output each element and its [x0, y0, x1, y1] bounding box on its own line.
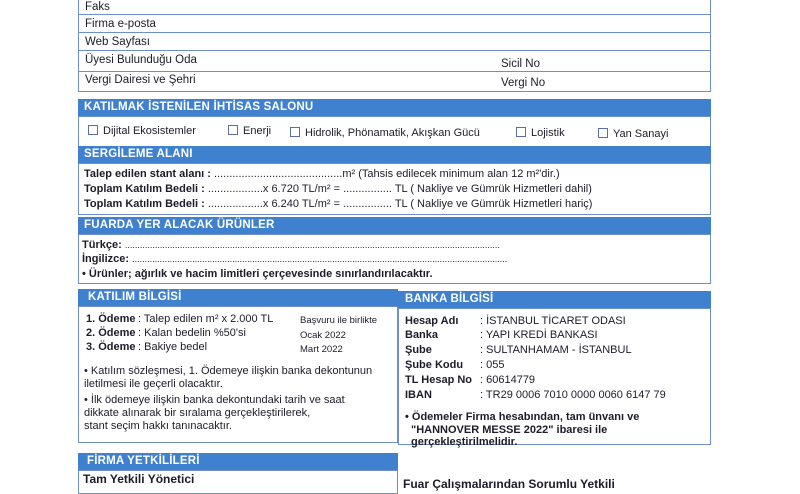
payment-1-label: 1. Ödeme	[86, 313, 136, 325]
checkbox-icon[interactable]	[598, 128, 608, 138]
stand-area-line[interactable]: Talep edilen stant alanı : ..........................................m² (Tahsis edilecek minimum alan 12 m²'dir.)	[84, 168, 560, 180]
fax-label: Faks	[85, 1, 110, 13]
checkbox-icon[interactable]	[290, 127, 300, 137]
tax-number-label: Vergi No	[501, 77, 546, 89]
bank-header: BANKA BİLGİSİ	[398, 291, 711, 308]
email-label: Firma e-posta	[85, 18, 156, 30]
bank-branch-label: Şube	[405, 344, 432, 356]
hall-option-hydraulic[interactable]: Hidrolik, Phönamatik, Akışkan Gücü	[290, 127, 480, 140]
bank-branch-code-value: : 055	[480, 359, 505, 371]
bank-branch-value: : SULTANHAMAM - İSTANBUL	[480, 344, 632, 356]
contact-row-web[interactable]	[78, 33, 711, 51]
hall-option-supply[interactable]: Yan Sanayi	[598, 128, 668, 141]
products-note: • Ürünler; ağırlık ve hacim limitleri çerçevesinde sınırlandırılacaktır.	[82, 268, 433, 280]
area-header: SERGİLEME ALANI	[78, 146, 711, 163]
payment-3-label: 3. Ödeme	[86, 341, 136, 353]
contact-row-fax[interactable]	[78, 0, 711, 15]
hall-option-logistics[interactable]: Lojistik	[516, 127, 565, 140]
contact-row-email[interactable]	[78, 15, 711, 33]
payment-2-desc: : Kalan bedelin %50'si	[138, 327, 246, 339]
contact-row-tax[interactable]	[78, 72, 711, 92]
bank-name-value: : YAPI KREDİ BANKASI	[480, 329, 598, 341]
payment-2-when: Ocak 2022	[300, 330, 346, 341]
web-label: Web Sayfası	[85, 36, 150, 48]
halls-header: KATILMAK İSTENİLEN İHTİSAS SALONU	[78, 99, 711, 116]
checkbox-icon[interactable]	[228, 125, 238, 135]
products-turkish-line[interactable]: Türkçe: ......................................................................................................................................................	[82, 239, 500, 251]
participation-note-2c: stant seçim hakkı tanınacaktır.	[84, 420, 232, 432]
payment-1-when: Başvuru ile birlikte	[300, 315, 378, 326]
bank-note-1: • Ödemeler Firma hesabından, tam ünvanı ve	[405, 411, 640, 423]
registry-label: Sicil No	[501, 58, 540, 70]
participation-note-1a: • Katılım sözleşmesi, 1. Ödemeye ilişkin banka dekontunun	[84, 365, 373, 377]
products-english-line[interactable]: İngilizce: ......................................................................................................................................................	[82, 253, 508, 265]
bank-iban-label: IBAN	[405, 389, 432, 401]
bank-iban-value: : TR29 0006 7010 0000 0060 6147 79	[480, 389, 666, 401]
bank-account-no-label: TL Hesap No	[405, 374, 473, 386]
checkbox-icon[interactable]	[88, 125, 98, 135]
total-fee-incl-line[interactable]: Toplam Katılım Bedeli : ..................x 6.720 TL/m² = ................ TL ( Nakliye ve Gümrük Hizmetleri dahil)	[84, 183, 592, 195]
bank-account-name-label: Hesap Adı	[405, 315, 459, 327]
participation-note-1b: iletilmesi ile geçerli olacaktır.	[84, 378, 223, 390]
bank-note-3: gerçekleştirilmelidir.	[411, 436, 518, 448]
checkbox-icon[interactable]	[516, 127, 526, 137]
products-header: FUARDA YER ALACAK ÜRÜNLER	[78, 217, 711, 234]
authorities-header: FİRMA YETKİLİLERİ	[78, 453, 398, 470]
fair-responsible-label: Fuar Çalışmalarından Sorumlu Yetkili	[403, 477, 615, 491]
payment-2-label: 2. Ödeme	[86, 327, 136, 339]
contact-row-chamber[interactable]	[78, 51, 711, 72]
hall-option-energy[interactable]: Enerji	[228, 125, 271, 138]
participation-note-2b: dikkate alınarak bir sıralama gerçekleştirilerek,	[84, 407, 311, 419]
chamber-label: Üyesi Bulunduğu Oda	[85, 54, 197, 66]
payment-3-desc: : Bakiye bedel	[138, 341, 208, 353]
hall-option-digital[interactable]: Dijital Ekosistemler	[88, 125, 196, 138]
participation-header: KATILIM BİLGİSİ	[78, 289, 398, 306]
bank-branch-code-label: Şube Kodu	[405, 359, 464, 371]
application-form	[78, 0, 711, 491]
full-authority-label: Tam Yetkili Yönetici	[83, 472, 195, 486]
payment-3-when: Mart 2022	[300, 344, 343, 355]
bank-account-name-value: : İSTANBUL TİCARET ODASI	[480, 315, 626, 327]
bank-account-no-value: : 60614779	[480, 374, 536, 386]
payment-1-desc: : Talep edilen m² x 2.000 TL	[138, 313, 274, 325]
bank-note-2: "HANNOVER MESSE 2022" ibaresi ile	[411, 424, 608, 436]
bank-name-label: Banka	[405, 329, 439, 341]
tax-office-label: Vergi Dairesi ve Şehri	[85, 74, 196, 86]
participation-note-2a: • İlk ödemeye ilişkin banka dekontundaki tarih ve saat	[84, 394, 345, 406]
total-fee-excl-line[interactable]: Toplam Katılım Bedeli : ..................x 6.240 TL/m² = ................ TL ( Nakliye ve Gümrük Hizmetleri hariç)	[84, 198, 593, 210]
